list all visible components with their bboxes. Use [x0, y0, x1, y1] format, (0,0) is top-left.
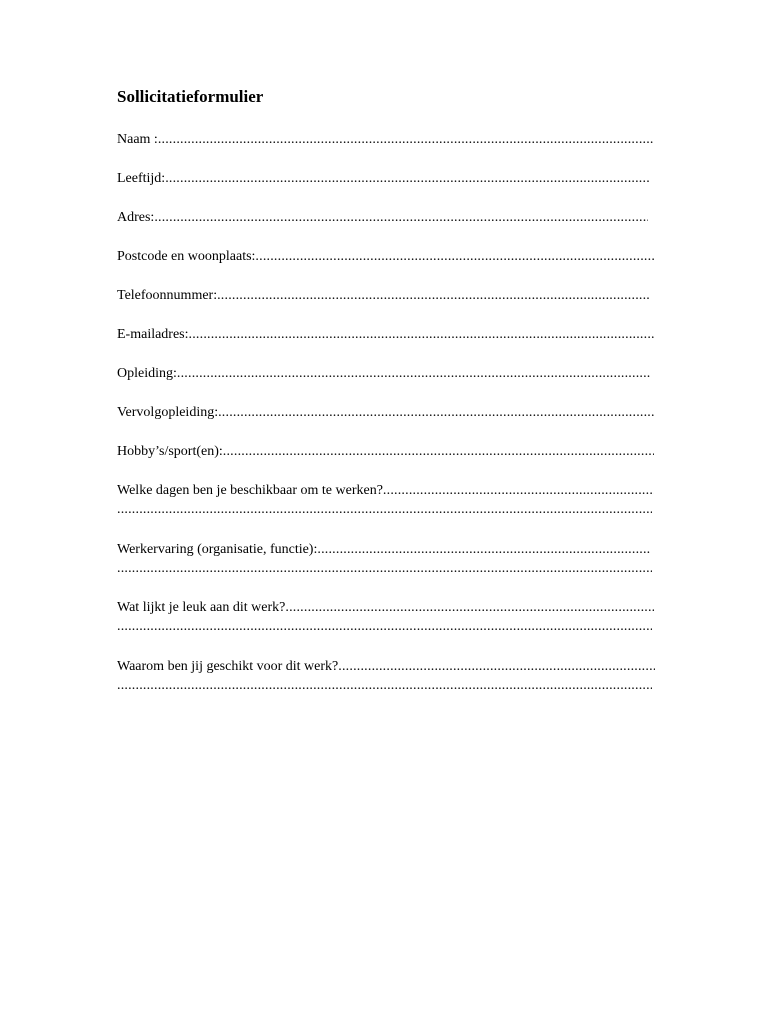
field-label: Telefoonnummer: [117, 288, 218, 303]
answer-line[interactable] [255, 247, 655, 266]
field-hobbys-sporten[interactable] [117, 442, 657, 461]
field-label: Waarom ben jij geschikt voor dit werk? [117, 659, 339, 674]
field-label: Werkervaring (organisatie, functie): [117, 542, 318, 557]
answer-line[interactable] [177, 364, 651, 383]
answer-line[interactable] [223, 442, 654, 461]
field-naam[interactable] [117, 130, 657, 149]
answer-line[interactable] [338, 657, 655, 676]
field-beschikbaarheid[interactable] [117, 481, 657, 519]
field-werkervaring[interactable] [117, 540, 657, 578]
field-leeftijd[interactable] [117, 169, 657, 188]
field-telefoonnummer[interactable] [117, 286, 657, 305]
field-label: Hobby’s/sport(en): [117, 444, 223, 459]
field-label: Opleiding: [117, 366, 177, 381]
answer-line[interactable] [218, 403, 654, 422]
field-vervolgopleiding[interactable] [117, 403, 657, 422]
field-emailadres[interactable] [117, 325, 657, 344]
answer-line[interactable] [285, 598, 654, 617]
field-label: Wat lijkt je leuk aan dit werk? [117, 600, 286, 615]
field-label: Postcode en woonplaats: [117, 249, 256, 264]
answer-line[interactable] [165, 169, 650, 188]
form-title: Sollicitatieformulier [117, 87, 264, 106]
answer-line[interactable] [217, 286, 650, 305]
answer-line-continuation[interactable] [117, 559, 652, 578]
answer-line[interactable] [383, 481, 654, 500]
field-label: E-mailadres: [117, 327, 189, 342]
answer-line[interactable] [158, 130, 653, 149]
answer-line-continuation[interactable] [117, 676, 652, 695]
answer-line-continuation[interactable] [117, 617, 652, 636]
answer-line-continuation[interactable] [117, 500, 652, 519]
field-geschiktheid[interactable] [117, 657, 657, 695]
field-label: Adres: [117, 210, 155, 225]
field-opleiding[interactable] [117, 364, 657, 383]
field-postcode-woonplaats[interactable] [117, 247, 657, 266]
field-label: Vervolgopleiding: [117, 405, 219, 420]
field-label: Leeftijd: [117, 171, 166, 186]
field-adres[interactable] [117, 208, 657, 227]
answer-line[interactable] [317, 540, 650, 559]
answer-line[interactable] [189, 325, 654, 344]
field-leuk-aan-werk[interactable] [117, 598, 657, 636]
field-label: Welke dagen ben je beschikbaar om te werken? [117, 483, 383, 498]
field-label: Naam : [117, 132, 158, 147]
answer-line[interactable] [154, 208, 648, 227]
